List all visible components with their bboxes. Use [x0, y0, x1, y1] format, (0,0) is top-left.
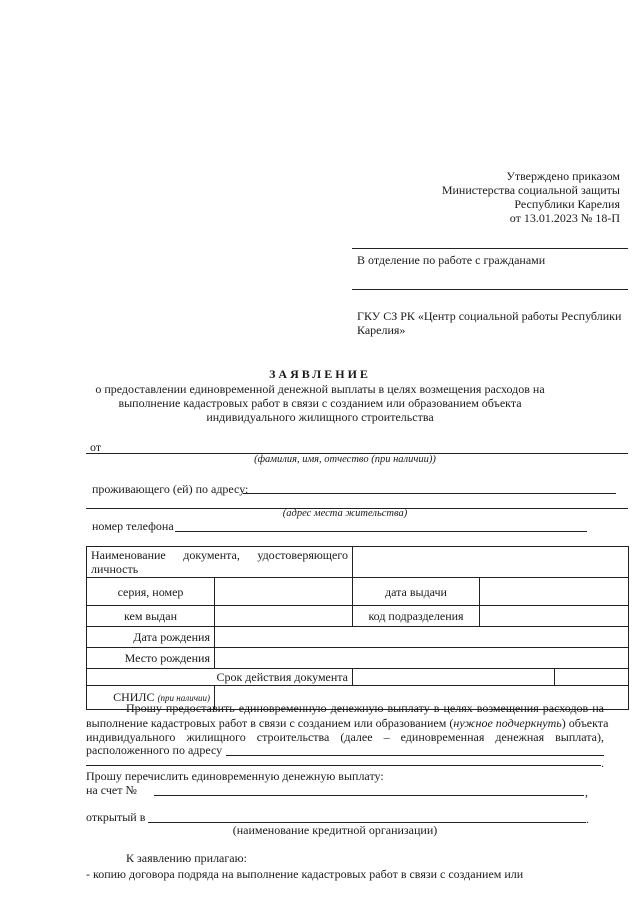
- birth-place-label: Место рождения: [87, 648, 215, 669]
- request-line-3: индивидуального жилищного строительства (далее – единовременная денежная выплата),: [86, 730, 604, 744]
- unit-code-label: код подразделения: [353, 606, 480, 627]
- document-heading: ЗАЯВЛЕНИЕ: [269, 367, 371, 381]
- doc-name-label-2: личность: [91, 562, 139, 576]
- property-address-line-2[interactable]: [86, 765, 601, 766]
- from-label: от: [90, 440, 102, 454]
- addressee-line-1: В отделение по работе с гражданами: [357, 253, 546, 267]
- title-line-1: о предоставлении единовременной денежной выплаты в целях возмещения расходов на: [95, 382, 545, 396]
- issued-by-value-cell[interactable]: [215, 606, 353, 627]
- doc-name-value-cell[interactable]: [353, 547, 629, 578]
- address-hint: (адрес места жительства): [282, 508, 408, 519]
- series-value-cell[interactable]: [215, 578, 353, 606]
- doc-name-label-cell: [87, 547, 353, 578]
- validity-value-cell-2[interactable]: [555, 669, 629, 686]
- opened-label: открытый в: [86, 810, 146, 824]
- transfer-line-1: Прошу перечислить единовременную денежную выплату:: [86, 769, 384, 783]
- addressee-top-line: [352, 248, 628, 249]
- validity-label: Срок действия документа: [87, 669, 353, 686]
- phone-field-line[interactable]: [175, 531, 587, 532]
- opened-end: .: [586, 812, 589, 826]
- title-line-2: выполнение кадастровых работ в связи с созданием или образованием объекта: [118, 396, 522, 410]
- validity-value-cell-1[interactable]: [353, 669, 555, 686]
- address-field-line[interactable]: [243, 493, 616, 494]
- account-label: на счет №: [86, 783, 137, 797]
- request-line-5-end: .: [601, 756, 604, 770]
- identity-document-table: [86, 546, 629, 710]
- attachments-intro: К заявлению прилагаю:: [126, 851, 247, 865]
- request-line-2: [86, 716, 609, 730]
- request-line-4: расположенного по адресу: [86, 743, 223, 757]
- birth-date-label: Дата рождения: [87, 627, 215, 648]
- series-label: серия, номер: [87, 578, 215, 606]
- approval-line-3: Республики Карелия: [514, 197, 620, 211]
- account-field-line[interactable]: [154, 795, 584, 796]
- addressee-line-2: ГКУ СЗ РК «Центр социальной работы Республики: [357, 309, 622, 323]
- approval-line-1: Утверждено приказом: [506, 169, 620, 183]
- snils-label: СНИЛС: [113, 690, 155, 704]
- birth-date-value-cell[interactable]: [215, 627, 629, 648]
- address-label: проживающего (ей) по адресу:: [92, 482, 249, 496]
- addressee-line-3: Карелия»: [357, 323, 406, 337]
- request-line-2-italic: нужное подчеркнуть: [453, 716, 562, 730]
- doc-name-label-1: Наименование документа, удостоверяющего: [91, 548, 348, 562]
- issue-date-value-cell[interactable]: [480, 578, 629, 606]
- account-end: ,: [585, 785, 588, 799]
- attachment-item-1: - копию договора подряда на выполнение кадастровых работ в связи с созданием или: [86, 867, 524, 881]
- unit-code-value-cell[interactable]: [480, 606, 629, 627]
- title-line-3: индивидуального жилищного строительства: [206, 410, 434, 424]
- snils-hint: (при наличии): [157, 693, 210, 703]
- property-address-line[interactable]: [226, 755, 604, 756]
- issue-date-label: дата выдачи: [353, 578, 480, 606]
- birth-place-value-cell[interactable]: [215, 648, 629, 669]
- approval-line-2: Министерства социальной защиты: [441, 183, 620, 197]
- issued-by-label: кем выдан: [87, 606, 215, 627]
- approval-line-4: от 13.01.2023 № 18-П: [509, 211, 620, 225]
- request-line-2a: выполнение кадастровых работ в связи с созданием или образованием (: [86, 716, 454, 730]
- name-hint: (фамилия, имя, отчество (при наличии)): [254, 454, 436, 465]
- phone-label: номер телефона: [92, 519, 174, 533]
- request-line-1: Прошу предоставить единовременную денежную выплату в целях возмещения расходов на: [126, 701, 604, 715]
- bank-hint: (наименование кредитной организации): [232, 823, 438, 837]
- request-line-2b: ) объекта: [561, 716, 609, 730]
- addressee-blank-line: [352, 289, 628, 290]
